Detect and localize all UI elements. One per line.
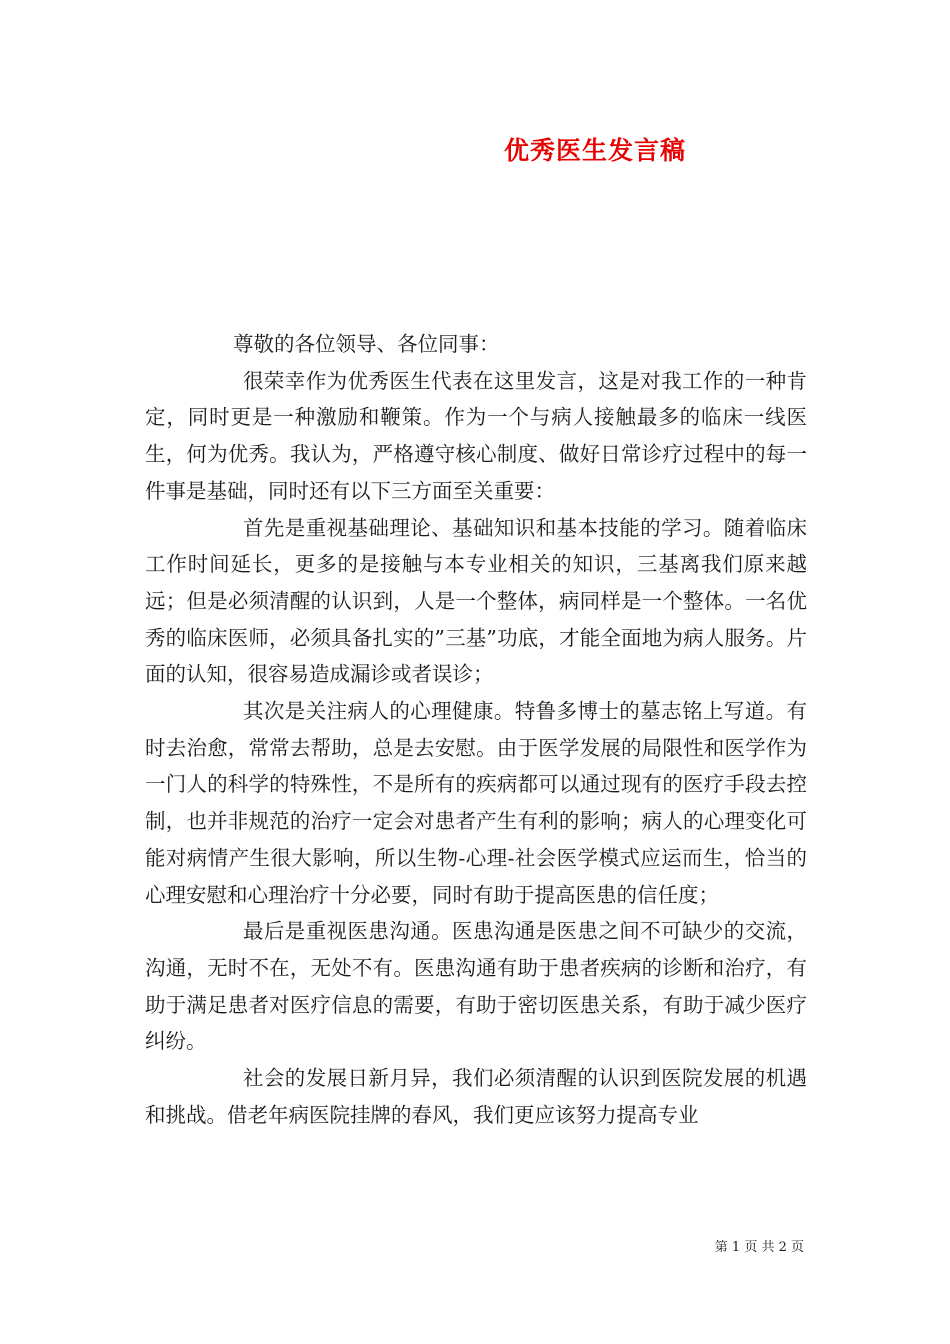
document-title: 优秀医生发言稿 [503, 136, 686, 165]
paragraph-3: 其次是关注病人的心理健康。特鲁多博士的墓志铭上写道。有时去治愈，常常去帮助，总是去安慰。由于医学发展的局限性和医学作为一门人的科学的特殊性，不是所有的疾病都可以通过现有的医疗手段去控制，也并非规范的治疗一定会对患者产生有利的影响；病人的心理变化可能对病情产生很大影响，所以生物-心理-社会医学模式应运而生，恰当的心理安慰和心理治疗十分必要，同时有助于提高医患的信任度； [145, 699, 807, 907]
salutation: 尊敬的各位领导、各位同事： [233, 332, 500, 356]
document-body [145, 326, 807, 1133]
paragraph-1: 很荣幸作为优秀医生代表在这里发言，这是对我工作的一种肯定，同时更是一种激励和鞭策。作为一个与病人接触最多的临床一线医生，何为优秀。我认为，严格遵守核心制度、做好日常诊疗过程中的每一件事是基础，同时还有以下三方面至关重要： [145, 368, 807, 503]
paragraph-2: 首先是重视基础理论、基础知识和基本技能的学习。随着临床工作时间延长，更多的是接触与本专业相关的知识，三基离我们原来越远；但是必须清醒的认识到，人是一个整体，病同样是一个整体。一名优秀的临床医师，必须具备扎实的”三基”功底，才能全面地为病人服务。片面的认知，很容易造成漏诊或者误诊； [145, 515, 807, 687]
paragraph-5: 社会的发展日新月异，我们必须清醒的认识到医院发展的机遇和挑战。借老年病医院挂牌的春风，我们更应该努力提高专业 [145, 1066, 807, 1127]
paragraph-4: 最后是重视医患沟通。医患沟通是医患之间不可缺少的交流，沟通，无时不在，无处不有。医患沟通有助于患者疾病的诊断和治疗，有助于满足患者对医疗信息的需要，有助于密切医患关系，有助于减少医疗纠纷。 [145, 919, 807, 1054]
page-number-footer: 第 1 页 共 2 页 [714, 1240, 804, 1255]
